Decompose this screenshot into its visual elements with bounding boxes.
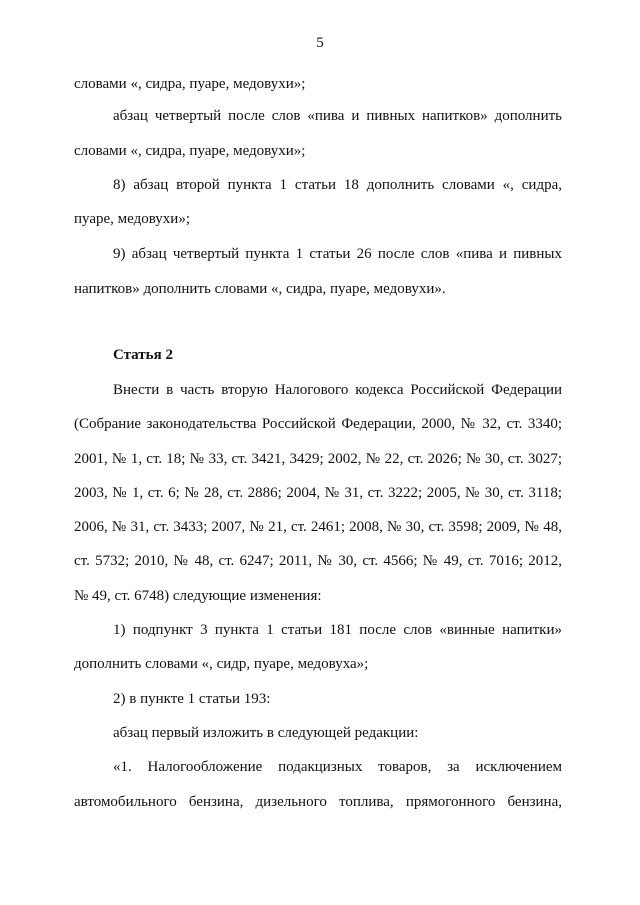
text-line: 2001, № 1, ст. 18; № 33, ст. 3421, 3429; 2002, № 22, ст. 2026; № 30, ст. 3027; <box>74 451 562 467</box>
text-line: дополнить словами «, сидр, пуаре, медовуха»; <box>74 656 369 672</box>
text-line: абзац первый изложить в следующей редакции: <box>113 725 419 741</box>
text-line: автомобильного бензина, дизельного топлива, прямогонного бензина, <box>74 794 562 810</box>
article-heading: Статья 2 <box>113 347 173 363</box>
text-line: 1) подпункт 3 пункта 1 статьи 181 после слов «винные напитки» <box>113 622 562 638</box>
text-line: (Собрание законодательства Российской Федерации, 2000, № 32, ст. 3340; <box>74 416 562 432</box>
text-line: словами «, сидра, пуаре, медовухи»; <box>74 143 306 159</box>
text-line: пуаре, медовухи»; <box>74 211 190 227</box>
text-line: абзац четвертый после слов «пива и пивных напитков» дополнить <box>113 108 562 124</box>
page-number: 5 <box>316 35 324 51</box>
text-line: 8) абзац второй пункта 1 статьи 18 дополнить словами «, сидра, <box>113 177 562 193</box>
text-line: 9) абзац четвертый пункта 1 статьи 26 после слов «пива и пивных <box>113 246 562 262</box>
text-line: 2) в пункте 1 статьи 193: <box>113 691 271 707</box>
text-line: № 49, ст. 6748) следующие изменения: <box>74 588 322 604</box>
text-line: 2006, № 31, ст. 3433; 2007, № 21, ст. 2461; 2008, № 30, ст. 3598; 2009, № 48, <box>74 519 562 535</box>
text-line: напитков» дополнить словами «, сидра, пуаре, медовухи». <box>74 281 446 297</box>
text-line: ст. 5732; 2010, № 48, ст. 6247; 2011, № 30, ст. 4566; № 49, ст. 7016; 2012, <box>74 553 562 569</box>
text-line: словами «, сидра, пуаре, медовухи»; <box>74 76 306 92</box>
text-line: Внести в часть вторую Налогового кодекса Российской Федерации <box>113 382 562 398</box>
text-line: 2003, № 1, ст. 6; № 28, ст. 2886; 2004, № 31, ст. 3222; 2005, № 30, ст. 3118; <box>74 485 562 501</box>
text-line: «1. Налогообложение подакцизных товаров, за исключением <box>113 759 562 775</box>
